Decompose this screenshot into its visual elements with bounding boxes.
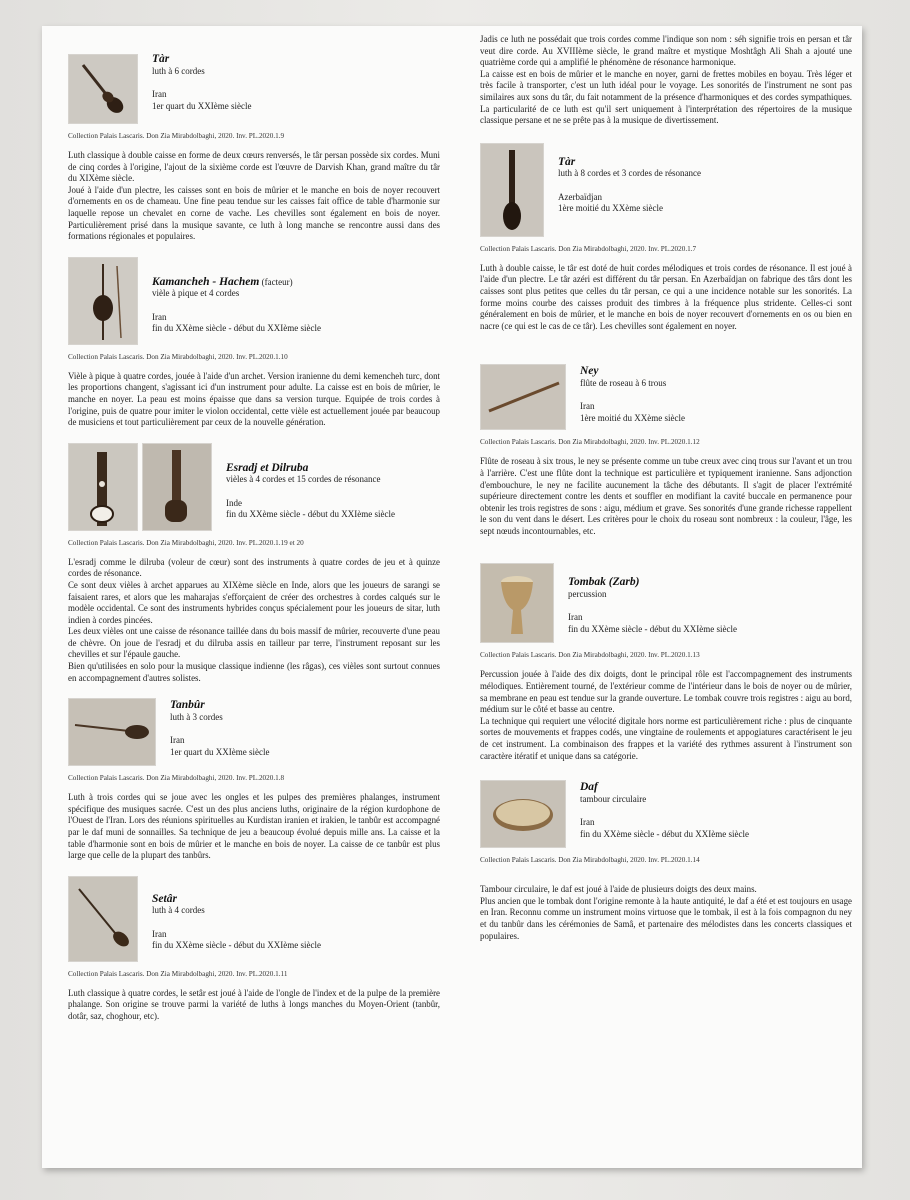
entry-origin: Iran <box>152 928 167 939</box>
entry-desc: vièles à 4 cordes et 15 cordes de résonance <box>226 474 381 485</box>
kamancheh-photo <box>68 257 138 345</box>
entry-maker: (facteur) <box>261 276 293 287</box>
entry-origin: Iran <box>580 817 595 828</box>
entry-desc: luth à 8 cordes et 3 cordes de résonance <box>558 168 701 179</box>
entry-desc: percussion <box>568 588 607 599</box>
entry-paragraph: La technique qui requiert une vélocité digitale hors norme est particulièrement riche : plus de cinquante sortes de mouvements et frappes codés, une vingtaine de roulements et appogiatures caractérisent le jeu de cet instrument. La combinaison des frappes et la variété des rythmes assurent à l'instrument son caractère itératif et unique dans sa catégorie. <box>480 715 852 761</box>
entry-tanbur <box>68 698 440 862</box>
entry-collection: Collection Palais Lascaris. Don Zia Mirabdolbaghi, 2020. Inv. PL.2020.1.7 <box>480 244 697 253</box>
entry-ney <box>480 364 852 537</box>
entry-title: Ney <box>580 365 599 378</box>
dilruba-photo <box>142 443 212 531</box>
entry-paragraph: Luth à double caisse, le târ est doté de huit cordes mélodiques et trois cordes de résonance. Il est joué à l'aide d'un plectre. Le târ azéri est différent du târ persan. En Azerbaïdjan on fabrique des târs dont les caisses sont plus petites que celles du târ persan, ce qui a une incidence notable sur les sonorités. La forme moins courbe des caisses produit des timbres à la fréquence plus stridente. Celles-ci sont généralement en bois de mûrier, et le manche en bois de noyer recouvert d'ornements en os ou bien en nacre (ce qui est le cas de ce târ). Les chevilles sont également en noyer. <box>480 262 852 331</box>
entry-paragraph: Flûte de roseau à six trous, le ney se présente comme un tube creux avec cinq trous sur l'avant et un trou à l'arrière. C'est une flûte dont la technique est particulière et typiquement iranienne. Sans adjonction d'embouchure, le ney ne facilite aucunement la tâche des débutants. Il s'agit de placer l'extrémité supérieure directement contre les dents et souffler en modifiant la cavité buccale en permanence pour obtenir les trois registres de sons : aigu, médium et grave. Ses sonorités d'une grande richesse rappellent le son du vent dans le désert. Les critères pour le choix du roseau sont nombreux : la couleur, l'âge, les sept nœuds incontournables, etc. <box>480 456 852 536</box>
entry-date: 1ère moitié du XXème siècle <box>580 412 685 423</box>
tanbur-photo <box>68 698 156 766</box>
right-column <box>480 34 852 942</box>
entry-collection: Collection Palais Lascaris. Don Zia Mirabdolbaghi, 2020. Inv. PL.2020.1.11 <box>68 969 288 978</box>
tar-photo <box>68 54 138 124</box>
entry-desc: flûte de roseau à 6 trous <box>580 377 667 388</box>
entry-paragraph: Jadis ce luth ne possédait que trois cordes comme l'indique son nom : séh signifie trois en persan et târ veut dire corde. Au XVIIIème siècle, le grand maître et mystique Moshtâgh Ali Shah a ajouté une quatrième corde qui a amplifié le phénomène de résonance harmonique. <box>480 34 852 68</box>
entry-desc: luth à 3 cordes <box>170 711 223 722</box>
entry-paragraph: La caisse est en bois de mûrier et le manche en noyer, garni de frettes mobiles en boyau. Très léger et très facile à transporter, c'est un luth idéal pour le voyage. Les sonorités de l'instrument ne sont pas similaires aux sons du târ, du fait notamment de la présence d'harmoniques et des cordes sympathiques. La particularité de ce luth est qu'il sert uniquement à l'interprétation des répertoires de la musique classique persane et ne se prête pas à la musique de divertissement. <box>480 68 852 126</box>
entry-paragraph: Luth classique à quatre cordes, le setâr est joué à l'aide de l'ongle de l'index et de la pulpe de la première phalange. Son origine se trouve parmi la variété de luths à longs manches du Moyen-Orient (tanbûr, dotâr, saz, choghour, etc). <box>68 987 440 1021</box>
entry-paragraph: Plus ancien que le tombak dont l'origine remonte à la haute antiquité, le daf a été et est toujours en usage en Iran. Reconnu comme un instrument moins virtuose que le tombak, il est à la fois compagnon du ney et du tanbûr dans les cérémonies de Samâ, et partenaire des mélodistes dans les concerts classiques et populaires. <box>480 895 852 941</box>
entry-paragraph: Luth à trois cordes qui se joue avec les ongles et les pulpes des premières phalanges, instrument spécifique des musiques sacrée. C'est un des plus anciens luths, originaire de la région kurdophone de l'Ouest de l'Iran. Lors des réunions spirituelles au Kurdistan iranien et irakien, le tanbûr est accompagné par le daf muni de sonnailles. Sa technique de jeu a beaucoup évolué depuis mille ans. La caisse et la table d'harmonie sont en bois de mûrier et le manche en bois de noyer. La caisse de ce tanbûr est plus large que celle de la plupart des tanbûrs. <box>68 792 440 861</box>
entry-collection: Collection Palais Lascaris. Don Zia Mirabdolbaghi, 2020. Inv. PL.2020.1.9 <box>68 132 285 140</box>
entry-origin: Iran <box>580 401 595 412</box>
entry-date: fin du XXème siècle - début du XXIème siècle <box>152 323 321 334</box>
entry-origin: Azerbaïdjan <box>558 191 602 202</box>
entry-setar <box>68 876 440 1023</box>
entry-title: Tanbûr <box>170 699 205 712</box>
entry-title: Esradj et Dilruba <box>226 461 309 474</box>
entry-origin: Iran <box>170 735 185 746</box>
entry-collection: Collection Palais Lascaris. Don Zia Mirabdolbaghi, 2020. Inv. PL.2020.1.8 <box>68 774 285 783</box>
entry-paragraph: Vièle à pique à quatre cordes, jouée à l'aide d'un archet. Version iranienne du demi kemencheh turc, dont les proportions changent, s'agissant ici d'un instrument pour adulte. La caisse est en bois de mûrier, le manche en noyer. La peau est moins épaisse que dans sa version turque. Equipée de trois cordes à l'origine, puis de quatre pour imiter le violon occidental, cette vièle est actuellement jouée par beaucoup de musiciens et tout particulièrement par ceux de la nouvelle génération. <box>68 370 440 428</box>
entry-origin: Iran <box>152 89 167 99</box>
entry-collection: Collection Palais Lascaris. Don Zia Mirabdolbaghi, 2020. Inv. PL.2020.1.13 <box>480 651 700 660</box>
entry-title: Daf <box>580 781 598 794</box>
left-column <box>68 54 440 1023</box>
entry-date: 1er quart du XXIème siècle <box>152 100 252 111</box>
entry-title: Tombak (Zarb) <box>568 576 640 589</box>
esradj-photo <box>68 443 138 531</box>
entry-kamancheh <box>68 257 440 429</box>
entry-date: fin du XXème siècle - début du XXIème siècle <box>568 623 737 634</box>
tar-azeri-photo <box>480 143 544 237</box>
tombak-photo <box>480 563 554 643</box>
entry-desc: vièle à pique et 4 cordes <box>152 288 240 299</box>
entry-title: Setâr <box>152 892 177 905</box>
daf-photo <box>480 780 566 848</box>
entry-origin: Iran <box>152 311 167 322</box>
entry-desc: luth à 6 cordes <box>152 65 205 76</box>
entry-origin: Iran <box>568 612 583 623</box>
entry-date: fin du XXème siècle - début du XXIème siècle <box>152 940 321 951</box>
entry-paragraph: Bien qu'utilisées en solo pour la musique classique indienne (les râgas), ces vièles sont surtout connues en accompagnement d'autres solistes. <box>68 661 440 683</box>
entry-date: fin du XXème siècle - début du XXIème siècle <box>226 509 395 520</box>
entry-paragraph: L'esradj comme le dilruba (voleur de cœur) sont des instruments à quatre cordes de jeu et à quinze cordes de résonance. <box>68 556 440 579</box>
entry-daf <box>480 780 852 942</box>
setar-photo <box>68 876 138 962</box>
entry-collection: Collection Palais Lascaris. Don Zia Mirabdolbaghi, 2020. Inv. PL.2020.1.10 <box>68 352 288 361</box>
entry-desc: luth à 4 cordes <box>152 905 205 916</box>
entry-tombak <box>480 563 852 762</box>
entry-paragraph: Tambour circulaire, le daf est joué à l'aide de plusieurs doigts des deux mains. <box>480 884 757 895</box>
entry-paragraph: Les deux vièles ont une caisse de résonance taillée dans du bois massif de mûrier, recouverte d'une peau de chèvre. On joue de l'esradj et du dilruba assis en tailleur par terre, l'instrument reposant sur les chevilles et sur l'épaule gauche. <box>68 626 440 660</box>
ney-photo <box>480 364 566 430</box>
entry-paragraph: Percussion jouée à l'aide des dix doigts, dont le principal rôle est l'accompagnement des instruments mélodiques. Entièrement tourné, de l'extérieur comme de l'intérieur dans le bois de noyer ou de mûrier, sa membrane en peau est tendue sur la grande ouverture. Le tombak couvre trois registres : aigu au bord, médium sur le côté et basse au centre. <box>480 669 852 715</box>
entry-tar-azerbaijan <box>480 143 852 333</box>
entry-collection: Collection Palais Lascaris. Don Zia Mirabdolbaghi, 2020. Inv. PL.2020.1.19 et 20 <box>68 538 304 547</box>
exhibit-panel <box>42 26 862 1168</box>
entry-date: fin du XXème siècle - début du XXIème siècle <box>580 828 749 839</box>
entry-esradj-dilruba <box>68 443 440 685</box>
entry-paragraph: Joué à l'aide d'un plectre, les caisses sont en bois de mûrier et le manche en bois de noyer recouvert d'ornements en os de chameau. Une fine peau tendue sur les caisses fait office de table d'harmonie sur laquelle repose un chevalet en corne de vache. Les chevilles sont également en bois de noyer. Particulièrement prisé dans la musique savante, ce luth à long manche se rencontre aussi dans des formations régionales et populaires. <box>68 184 440 242</box>
entry-paragraph: Luth classique à double caisse en forme de deux cœurs renversés, le târ persan possède six cordes. Muni de cinq cordes à l'origine, l'ajout de la sixième corde est l'œuvre de Darvish Khan, grand maître du târ du XIXème siècle. <box>68 150 440 184</box>
entry-date: 1er quart du XXIème siècle <box>170 746 270 757</box>
entry-date: 1ère moitié du XXème siècle <box>558 203 663 214</box>
entry-title: Kamancheh - Hachem <box>152 275 260 288</box>
entry-title: Tàr <box>558 155 576 168</box>
entry-tar-iran <box>68 54 440 243</box>
entry-collection: Collection Palais Lascaris. Don Zia Mirabdolbaghi, 2020. Inv. PL.2020.1.12 <box>480 438 700 447</box>
entry-title: Tàr <box>152 53 170 65</box>
entry-collection: Collection Palais Lascaris. Don Zia Mirabdolbaghi, 2020. Inv. PL.2020.1.14 <box>480 856 700 865</box>
entry-origin: Inde <box>226 497 242 508</box>
setar-continued <box>480 34 852 127</box>
entry-desc: tambour circulaire <box>580 793 647 804</box>
entry-paragraph: Ce sont deux vièles à archet apparues au XIXème siècle en Inde, alors que les joueurs de sarangi se faisaient rares, et alors que les maharajas s'efforçaient de créer des orchestres à cordes calqués sur le modèle occidental. Ce sont des instruments hybrides conçus spécialement pour les joueurs de sitar, luth indien à cordes pincées. <box>68 579 440 625</box>
